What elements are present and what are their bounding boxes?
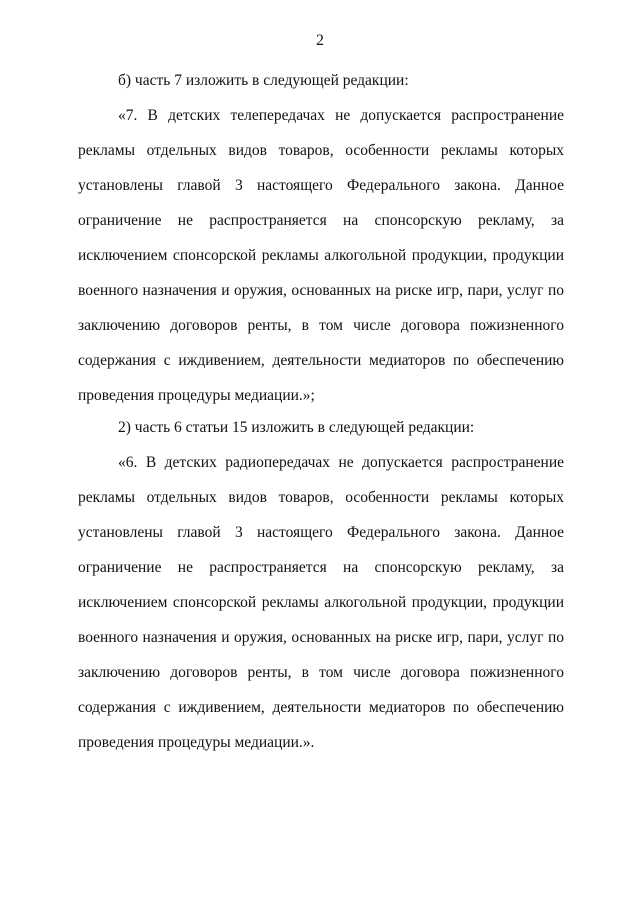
text-line: исключением спонсорской рекламы алкогольной продукции, продукции [78, 247, 564, 264]
text-line: «6. В детских радиопередачах не допускается распространение [118, 454, 564, 471]
text-line: «7. В детских телепередачах не допускается распространение [118, 107, 564, 124]
text-line: ограничение не распространяется на спонсорскую рекламу, за [78, 559, 564, 576]
text-line: исключением спонсорской рекламы алкогольной продукции, продукции [78, 594, 564, 611]
text-line: рекламы отдельных видов товаров, особенности рекламы которых [78, 489, 564, 506]
text-line: проведения процедуры медиации.». [78, 734, 315, 751]
text-line: военного назначения и оружия, основанных на риске игр, пари, услуг по [78, 629, 564, 646]
text-line: установлены главой 3 настоящего Федерального закона. Данное [78, 524, 564, 541]
text-line: заключению договоров ренты, в том числе договора пожизненного [78, 317, 564, 334]
list-item-2-heading: 2) часть 6 статьи 15 изложить в следующей редакции: [118, 419, 475, 436]
text-line: проведения процедуры медиации.»; [78, 387, 315, 404]
text-line: содержания с иждивением, деятельности медиаторов по обеспечению [78, 699, 564, 716]
page-number: 2 [316, 32, 324, 49]
list-item-b-heading: б) часть 7 изложить в следующей редакции: [118, 72, 409, 89]
text-line: содержания с иждивением, деятельности медиаторов по обеспечению [78, 352, 564, 369]
text-line: ограничение не распространяется на спонсорскую рекламу, за [78, 212, 564, 229]
text-line: военного назначения и оружия, основанных на риске игр, пари, услуг по [78, 282, 564, 299]
text-line: установлены главой 3 настоящего Федерального закона. Данное [78, 177, 564, 194]
text-line: рекламы отдельных видов товаров, особенности рекламы которых [78, 142, 564, 159]
text-line: заключению договоров ренты, в том числе договора пожизненного [78, 664, 564, 681]
